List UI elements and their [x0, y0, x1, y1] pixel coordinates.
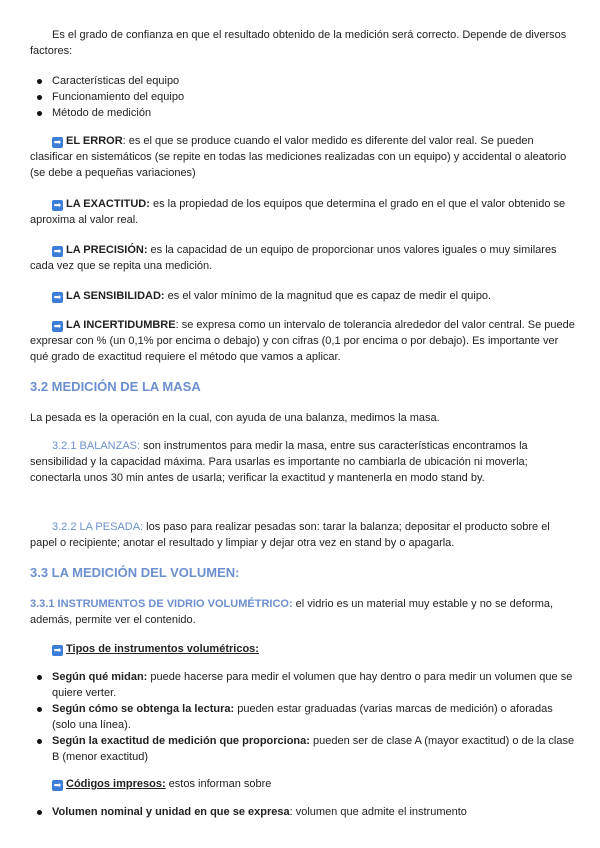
precision-term: LA PRECISIÓN:	[66, 244, 148, 256]
codigos-list	[30, 804, 575, 820]
codigos-term: Códigos impresos:	[66, 778, 166, 790]
exactitud-term: LA EXACTITUD:	[66, 198, 150, 210]
la-pesada-term: 3.2.2 LA PESADA:	[52, 521, 144, 533]
precision-paragraph	[30, 242, 575, 274]
tipo-text: puede hacerse para medir el volumen que hay dentro o para medir un volumen que se quiere verter.	[52, 671, 573, 699]
precision-text: es la capacidad de un equipo de proporcionar unos valores iguales o muy similares cada vez que se repita una medición.	[30, 244, 557, 272]
volumen-text: : volumen que admite el instrumento	[289, 806, 467, 818]
intro-paragraph: Es el grado de confianza en que el resultado obtenido de la medición será correcto. Depende de diversos factores:	[30, 29, 567, 57]
list-item	[30, 701, 575, 733]
volumen-term: Volumen nominal y unidad en que se expresa	[52, 806, 290, 818]
arrow-right-icon: ➡	[53, 292, 62, 302]
arrow-right-icon: ➡	[53, 645, 62, 655]
la-pesada-text: los paso para realizar pesadas son: tarar la balanza; depositar el producto sobre el papel o recipiente; anotar el resultado y limpiar y dejar otra vez en stand by o apagarla.	[30, 521, 550, 549]
sensibilidad-text: es el valor mínimo de la magnitud que es capaz de medir el quipo.	[164, 290, 492, 302]
list-item	[30, 733, 575, 765]
arrow-right-icon: ➡	[53, 780, 62, 790]
error-paragraph	[30, 133, 575, 181]
vidrio-paragraph	[30, 596, 575, 628]
arrow-right-icon: ➡	[53, 321, 62, 331]
exactitud-text: es la propiedad de los equipos que determina el grado en el que el valor obtenido se aproxima al valor real.	[30, 198, 566, 226]
section-heading-3-2: 3.2 MEDICIÓN DE LA MASA	[30, 379, 201, 394]
sensibilidad-paragraph	[30, 288, 575, 304]
tipo-text: pueden ser de clase A (mayor exactitud) o de la clase B (menor exactitud)	[52, 735, 575, 763]
incertidumbre-term: LA INCERTIDUMBRE	[66, 319, 176, 331]
tipos-list	[30, 669, 575, 765]
balanzas-text: son instrumentos para medir la masa, entre sus características encontramos la sensibilidad y la capacidad máxima. Para usarlas es importante no cambiarla de ubicación ni moverla; conectarla unos 30 min antes de usarla; verificar la exactitud y mantenerla en modo stand by.	[30, 440, 528, 484]
arrow-right-icon: ➡	[53, 137, 62, 147]
sensibilidad-term: LA SENSIBILIDAD:	[66, 290, 165, 302]
list-item	[30, 804, 575, 820]
tipo-term: Según qué midan:	[52, 671, 148, 683]
incertidumbre-paragraph	[30, 317, 575, 365]
section-heading-3-3: 3.3 LA MEDICIÓN DEL VOLUMEN:	[30, 565, 240, 580]
tipo-term: Según la exactitud de medición que proporciona:	[52, 735, 310, 747]
error-term: EL ERROR	[66, 135, 123, 147]
vidrio-text: el vidrio es un material muy estable y no se deforma, además, permite ver el contenido.	[30, 598, 554, 626]
list-item: Método de medición	[30, 105, 575, 121]
list-item: Funcionamiento del equipo	[30, 89, 575, 105]
exactitud-paragraph	[30, 196, 575, 228]
tipo-text: pueden estar graduadas (varias marcas de medición) o aforadas (solo una línea).	[52, 703, 553, 731]
balanzas-term: 3.2.1 BALANZAS:	[52, 440, 141, 452]
tipos-heading	[30, 641, 597, 657]
codigos-text: estos informan sobre	[165, 778, 272, 790]
factors-list	[30, 73, 575, 121]
list-item: Características del equipo	[30, 73, 575, 89]
list-item	[30, 669, 575, 701]
arrow-right-icon: ➡	[53, 200, 62, 210]
tipo-term: Según cómo se obtenga la lectura:	[52, 703, 235, 715]
pesada-paragraph: La pesada es la operación en la cual, con ayuda de una balanza, medimos la masa.	[30, 412, 440, 424]
balanzas-paragraph	[30, 438, 575, 486]
codigos-paragraph	[30, 776, 597, 792]
incertidumbre-text: : se expresa como un intervalo de tolerancia alrededor del valor central. Se puede expresar con % (un 0,1% por encima o debajo) y con cifras (0,1 por encima o por debajo). Es importante ver qué grado de exactitud requiere el método que vamos a aplicar.	[30, 319, 575, 363]
tipos-heading-text: Tipos de instrumentos volumétricos:	[66, 643, 259, 655]
error-text: : es el que se produce cuando el valor medido es diferente del valor real. Se pueden clasificar en sistemáticos (se repite en todas las mediciones realizadas con un equipo) y accidental o aleatorio (se debe a pequeñas variaciones)	[30, 135, 567, 179]
vidrio-term: 3.3.1 INSTRUMENTOS DE VIDRIO VOLUMÉTRICO:	[30, 598, 293, 610]
la-pesada-paragraph	[30, 519, 575, 551]
arrow-right-icon: ➡	[53, 246, 62, 256]
